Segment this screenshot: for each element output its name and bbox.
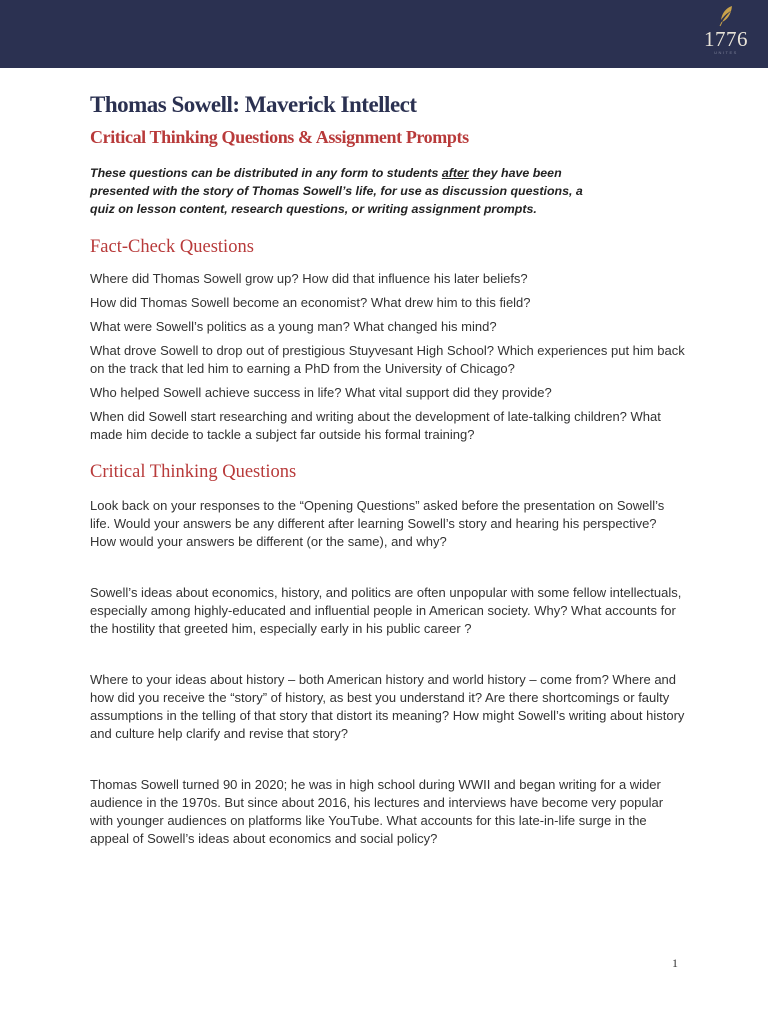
fact-check-list bbox=[90, 270, 686, 444]
critical-thinking-question: Thomas Sowell turned 90 in 2020; he was in high school during WWII and began writing for a wider audience in the 1970s. But since about 2016, his lectures and interviews have become very popular with younger audiences on platforms like YouTube. What accounts for this late-in-life surge in the appeal of Sowell’s ideas about economics and social policy? bbox=[90, 777, 664, 846]
critical-thinking-list bbox=[90, 497, 686, 848]
fact-check-question: What drove Sowell to drop out of prestigious Stuyvesant High School? Which experiences put him back on the track that led him to earning a PhD from the University of Chicago? bbox=[90, 343, 685, 376]
page-subtitle: Critical Thinking Questions & Assignment Prompts bbox=[90, 127, 469, 147]
intro-emphasis: after bbox=[441, 166, 469, 180]
fact-check-question: Where did Thomas Sowell grow up? How did that influence his later beliefs? bbox=[90, 271, 528, 286]
intro-paragraph bbox=[90, 164, 600, 218]
intro-text-end: they have been presented with the story of Thomas Sowell’s life, for use as discussion questions, a quiz on lesson content, research questions, or writing assignment prompts. bbox=[90, 166, 583, 216]
critical-thinking-question: Where to your ideas about history – both American history and world history – come from? Where and how did you receive the “story” of history, as best you understand it? Are there shortcomings or faulty assumptions in the telling of that story that distort its meaning? How might Sowell’s writing about history and culture help clarify and revise that story? bbox=[90, 672, 685, 741]
page-number: 1 bbox=[672, 956, 678, 970]
fact-check-question: Who helped Sowell achieve success in life? What vital support did they provide? bbox=[90, 385, 552, 400]
fact-check-question: What were Sowell’s politics as a young man? What changed his mind? bbox=[90, 319, 497, 334]
fact-check-question: When did Sowell start researching and writing about the development of late-talking children? What made him decide to tackle a subject far outside his formal training? bbox=[90, 409, 661, 442]
header-bar bbox=[0, 0, 768, 68]
brand-logo bbox=[698, 4, 754, 66]
critical-thinking-question: Sowell’s ideas about economics, history, and politics are often unpopular with some fellow intellectuals, especially among highly-educated and influential people in American society. Why? What accounts for the hostility that greeted him, especially early in his public career ? bbox=[90, 585, 682, 636]
page-title: Thomas Sowell: Maverick Intellect bbox=[90, 92, 417, 117]
intro-text-start: These questions can be distributed in any form to students bbox=[90, 166, 442, 180]
critical-thinking-question: Look back on your responses to the “Opening Questions” asked before the presentation on Sowell’s life. Would your answers be any different after learning Sowell’s story and hearing his perspective? How would your answers be different (or the same), and why? bbox=[90, 498, 665, 549]
document-body bbox=[90, 90, 686, 848]
brand-year: 1776 bbox=[704, 27, 748, 51]
critical-thinking-heading: Critical Thinking Questions bbox=[90, 462, 297, 482]
fact-check-question: How did Thomas Sowell become an economist? What drew him to this field? bbox=[90, 295, 531, 310]
fact-check-heading: Fact-Check Questions bbox=[90, 237, 254, 257]
feather-icon bbox=[716, 4, 736, 28]
brand-subtitle: UNITES bbox=[714, 50, 738, 55]
